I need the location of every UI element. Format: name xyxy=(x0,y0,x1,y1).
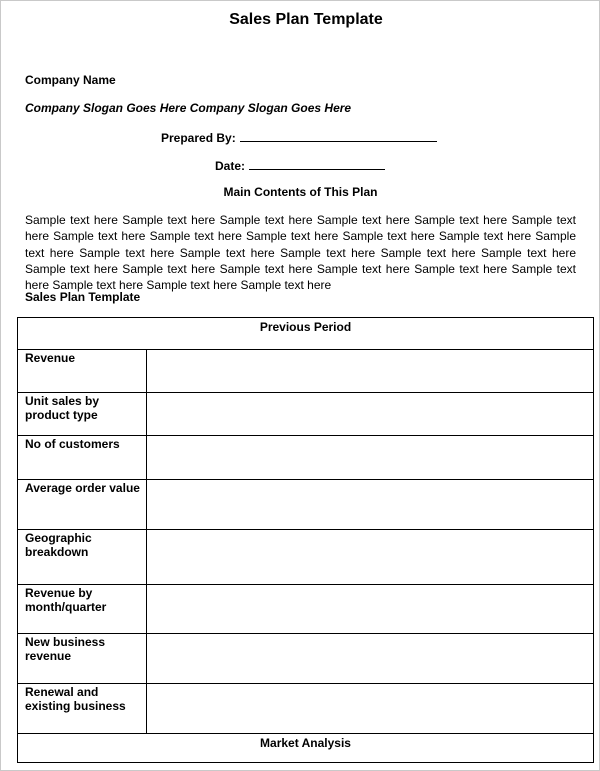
prepared-by-label: Prepared By: xyxy=(161,131,236,145)
date-line xyxy=(249,157,385,170)
market-analysis-header: Market Analysis xyxy=(18,734,594,763)
prepared-by-field xyxy=(161,129,437,145)
table-row xyxy=(18,480,594,530)
row-value-cell[interactable] xyxy=(147,634,594,684)
row-value-cell[interactable] xyxy=(147,684,594,734)
row-label: Revenue by month/quarter xyxy=(18,585,147,634)
row-value-cell[interactable] xyxy=(147,480,594,530)
table-header-row xyxy=(18,318,594,350)
previous-period-header: Previous Period xyxy=(18,318,594,350)
document-title: Sales Plan Template xyxy=(229,11,383,28)
table-row xyxy=(18,393,594,436)
row-label: Unit sales by product type xyxy=(18,393,147,436)
row-label: Revenue xyxy=(18,350,147,393)
row-label: No of customers xyxy=(18,436,147,480)
row-value-cell[interactable] xyxy=(147,585,594,634)
date-label: Date: xyxy=(215,159,246,173)
row-label: Renewal and existing business xyxy=(18,684,147,734)
table-row xyxy=(18,350,594,393)
section-label: Sales Plan Template xyxy=(25,290,141,304)
table-row xyxy=(18,684,594,734)
row-label: Average order value xyxy=(18,480,147,530)
table-footer-row xyxy=(18,734,594,763)
row-label: New business revenue xyxy=(18,634,147,684)
row-value-cell[interactable] xyxy=(147,350,594,393)
row-label: Geographic breakdown xyxy=(18,530,147,585)
main-contents-heading: Main Contents of This Plan xyxy=(223,185,378,199)
company-name: Company Name xyxy=(25,73,116,87)
date-field xyxy=(215,157,385,173)
row-value-cell[interactable] xyxy=(147,393,594,436)
table-row xyxy=(18,585,594,634)
row-value-cell[interactable] xyxy=(147,436,594,480)
body-paragraph: Sample text here Sample text here Sample text here Sample text here Sample text here Sample text here Sample text here Sample text here Sample text here Sample text here Sample text here Sample text here Sample text here Sample text here Sample text here Sample text here Sample text here Sample text here Sample text here Sample text here Sample text here Sample text here Sample text here Sample text here Sample text here Sample text here xyxy=(25,213,576,293)
sales-plan-table xyxy=(17,317,594,763)
company-slogan: Company Slogan Goes Here Company Slogan Goes Here xyxy=(25,101,352,115)
table-row xyxy=(18,436,594,480)
table-row xyxy=(18,634,594,684)
table-row xyxy=(18,530,594,585)
prepared-by-line xyxy=(240,129,437,142)
row-value-cell[interactable] xyxy=(147,530,594,585)
